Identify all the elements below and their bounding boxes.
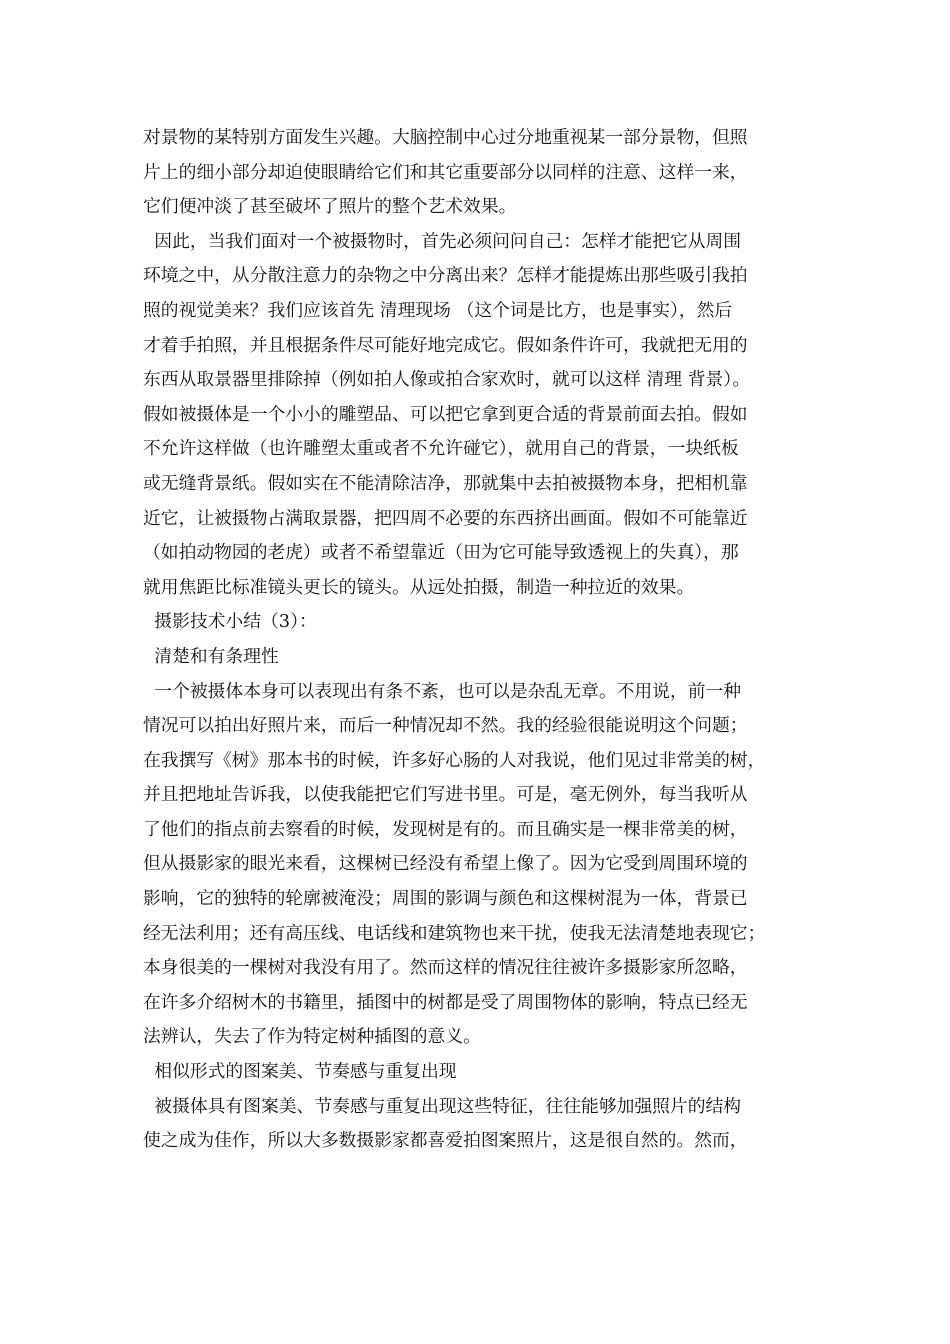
- subheading: 清楚和有条理性: [143, 645, 279, 667]
- text-line: 一个被摄体本身可以表现出有条不紊，也可以是杂乱无章。不用说，前一种: [143, 680, 742, 702]
- subheading: 相似形式的图案美、节奏感与重复出现: [143, 1061, 457, 1083]
- text-line: 照的视觉美来？我们应该首先 清理现场 （这个词是比方，也是事实），然后: [143, 299, 733, 321]
- text-line: 它们便冲淡了甚至破坏了照片的整个艺术效果。: [143, 196, 517, 218]
- text-line: 被摄体具有图案美、节奏感与重复出现这些特征，往往能够加强照片的结构: [143, 1095, 742, 1117]
- text-line: 环境之中，从分散注意力的杂物之中分离出来？怎样才能提炼出那些吸引我拍: [143, 265, 748, 287]
- text-line: 假如被摄体是一个小小的雕塑品、可以把它拿到更合适的背景前面去拍。假如: [143, 403, 748, 425]
- text-line: 对景物的某特别方面发生兴趣。大脑控制中心过分地重视某一部分景物，但照: [143, 127, 748, 148]
- text-line: 在许多介绍树木的书籍里，插图中的树都是受了周围物体的影响，特点已经无: [143, 991, 748, 1013]
- text-line: 东西从取景器里排除掉（例如拍人像或拍合家欢时，就可以这样 清理 背景）。: [143, 369, 750, 391]
- text-line: 因此，当我们面对一个被摄物时，首先必须问问自己：怎样才能把它从周围: [143, 230, 742, 252]
- text-line: 不允许这样做（也许雕塑太重或者不允许碰它），就用自己的背景，一块纸板: [143, 438, 739, 460]
- text-line: 片上的细小部分却迫使眼睛给它们和其它重要部分以同样的注意、这样一来，: [143, 161, 748, 183]
- text-line: 使之成为佳作，所以大多数摄影家都喜爱拍图案照片，这是很自然的。然而，: [143, 1130, 748, 1152]
- body-text: [143, 121, 813, 1159]
- text-line: 影响，它的独特的轮廓被淹没；周围的影调与颜色和这棵树混为一体，背景已: [143, 888, 748, 910]
- text-line: 法辨认，失去了作为特定树种插图的意义。: [143, 1026, 481, 1048]
- text-line: （如拍动物园的老虎）或者不希望靠近（田为它可能导致透视上的失真），那: [143, 542, 739, 564]
- text-line: 情况可以拍出好照片来，而后一种情况却不然。我的经验很能说明这个问题；: [143, 715, 748, 737]
- text-line: 或无缝背景纸。假如实在不能清除洁净，那就集中去拍被摄物本身，把相机靠: [143, 472, 748, 494]
- section-heading: 摄影技术小结（3）：: [143, 611, 317, 633]
- text-line: 才着手拍照，并且根据条件尽可能好地完成它。假如条件许可，我就把无用的: [143, 334, 748, 356]
- text-line: 在我撰写《树》那本书的时候，许多好心肠的人对我说，他们见过非常美的树，: [143, 749, 766, 771]
- text-line: 了他们的指点前去察看的时候，发现树是有的。而且确实是一棵非常美的树，: [143, 818, 748, 840]
- text-line: 近它，让被摄物占满取景器，把四周不必要的东西挤出画面。假如不可能靠近: [143, 507, 748, 529]
- text-line: 就用焦距比标准镜头更长的镜头。从远处拍摄，制造一种拉近的效果。: [143, 576, 695, 598]
- text-line: 并且把地址告诉我，以使我能把它们写进书里。可是，毫无例外，每当我听从: [143, 784, 748, 806]
- text-line: 但从摄影家的眼光来看，这棵树已经没有希望上像了。因为它受到周围环境的: [143, 853, 748, 875]
- text-line: 本身很美的一棵树对我没有用了。然而这样的情况往往被许多摄影家所忽略，: [143, 957, 748, 979]
- text-line: 经无法利用；还有高压线、电话线和建筑物也来干扰，使我无法清楚地表现它；: [143, 922, 766, 944]
